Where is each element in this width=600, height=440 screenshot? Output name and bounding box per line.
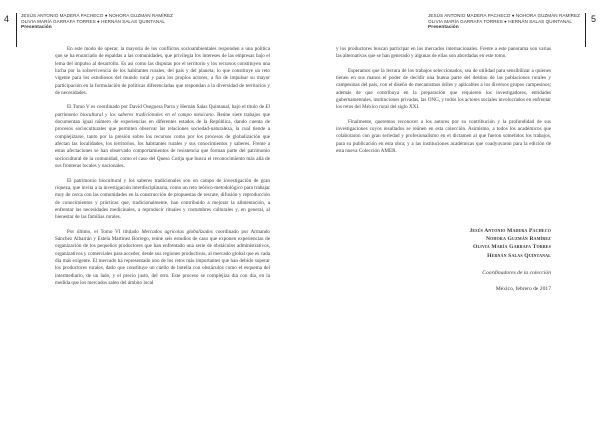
body-text (55, 46, 270, 287)
paragraph: Esperamos que la lectura de los trabajos seleccionados, sea de utilidad para sensibilizar a quienes tienen en sus manos el poder de decidir una buena parte del destino de las poblaciones rurales y campesinas del país, con el diseño de mecanismos útiles y aplicables a los diversos grupos campesinos; además de que contribuya en la preparación que requieren los investigadores, entidades gubernamentales, instituciones privadas, las ONG, y todos los actores sociales involucrados en enfrentar los retos del México rural del siglo XXI. (336, 67, 551, 111)
header-authors-line2: OLIVIA MARÍA GARRAFA TORRES ● HERNÁN SALAS QUINTANAL (428, 18, 573, 24)
paragraph: Por último, el Tomo VI titulado Mercados agrícolas globalizados coordinado por Armando Sánchez Albarrán y Estela Martínez Borrego, reúne seis estudios de caso que exponen experiencias de organización de los pequeños productores que han enfrentado una serie de obstáculos administrativos, organizativos y comerciales para acceder, desde sus regiones productivas, al mercado global que es cada día más exigente. El mercado ha representado uno de los retos más importantes que han debido superar los productores rurales, dado que constituye un cuello de botella con obstáculos como el esquema del intermediario, de un lado, y el precio justo, del otro. Este proceso se complejiza día con día, en la medida que los mercados salen del ámbito local (55, 228, 270, 286)
paragraph: y los productores buscan participar en los mercados internacionales. Frente a este panorama son varias las alternativas que se han generado y algunas de ellas son abordadas en este tomo. (336, 46, 551, 60)
signature-name: Hernán Salas Quintanal (487, 252, 551, 259)
book-title: Mercados agrícolas globalizados (141, 228, 213, 235)
header-text (21, 13, 173, 30)
signature-place-date: México, febrero de 2017 (495, 286, 551, 293)
signature-name: Nohora Guzmán Ramírez (485, 236, 551, 243)
right-page (300, 0, 600, 440)
paragraph: El patrimonio biocultural y los saberes tradicionales son un campo de investigación de gran riqueza, que invita a la investigación interdisciplinaria, como un reto teórico-metodológico para trabajar muy de cerca con las comunidades en la construcción de propuestas de rescate, difusión y reproducción de conocimientos y prácticas que, tradicionalmente, han contribuido a mejorar la alimentación, a enfrentar las necesidades medicinales, a reproducir rituales y costumbres culturales y, en general, al bienestar de las familias rurales. (55, 177, 270, 221)
header-divider (585, 13, 586, 47)
body-text (336, 46, 551, 155)
paragraph: En este modo de operar, la mayoría de los conflictos socioambientales responden a una política que se ha enunciado de espaldas a las comunidades, que privilegia los intereses de las empresas bajo el lema del impulso al desarrollo. Es así como las disputas por el territorio y los recursos constituyen una lucha por la sobrevivencia de los habitantes rurales, del país y del planeta; lo que constituye un reto vigente para los estudiosos del mundo rural y para los propios actores, a fin de impulsar su mayor participación en la formulación de políticas diferenciadas que respondan a la diversidad de territorios y de necesidades. (55, 46, 270, 97)
header-authors-line2: OLIVIA MARÍA GARRAFA TORRES ● HERNÁN SALAS QUINTANAL (21, 18, 165, 24)
paragraph: Finalmente, queremos reconocer a los autores por su contribución y la profundidad de sus investigaciones cuyos resultados se reúnen en esta colección. Asimismo, a todos los académicos que colaboraron con gran seriedad y profesionalismo en el dictamen al que fueron sometidos los trabajos, para su publicación en esta obra; y a las instituciones académicas que coadyuvaron para la edición de esta nueva Colección AMER. (336, 118, 551, 155)
page-number: 4 (4, 14, 10, 24)
page-number: 5 (590, 14, 596, 24)
header-text (428, 13, 580, 30)
header-section: Presentación (428, 24, 459, 30)
signature-block (336, 227, 551, 293)
header-divider (16, 13, 17, 47)
book-title: El patrimonio biocultural y los saberes tradicionales en el campo mexicano (55, 104, 270, 118)
header-authors-line1: JESÚS ANTONIO MADERA PACHECO ● NOHORA GUZMÁN RAMÍREZ (21, 13, 173, 18)
header-section: Presentación (21, 24, 52, 30)
paragraph: El Tomo V es coordinado por David Oseguera Parra y Hernán Salas Quintanal, bajo el título de El patrimonio biocultural y los saberes tradicionales en el campo mexicano. Reúne siete trabajos que documentan igual número de experiencias en diferentes estados de la República, dando cuenta de procesos socioculturales que permiten observar las relaciones sociedad-naturaleza, la cual tiende a complejizarse, tanto por la presión sobre los recursos como por los procesos de globalización que afectan las localidades, los territorios, los habitantes rurales y sus conocimientos y saberes. Frente a estas afectaciones se han observado comportamientos de resistencia que forman parte del patrimonio sociocultural de la comunidad, como el caso del Queso Cotija que busca el reconocimiento más allá de sus fronteras locales y nacionales. (55, 104, 270, 170)
header-authors-line1: JESÚS ANTONIO MADERA PACHECO ● NOHORA GUZMÁN RAMÍREZ (428, 13, 580, 18)
signature-name: Olivia María Garrafa Torres (472, 244, 551, 251)
signature-role: Coordinadores de la colección (482, 269, 551, 276)
signature-name: Jesús Antonio Madera Pacheco (469, 228, 551, 234)
